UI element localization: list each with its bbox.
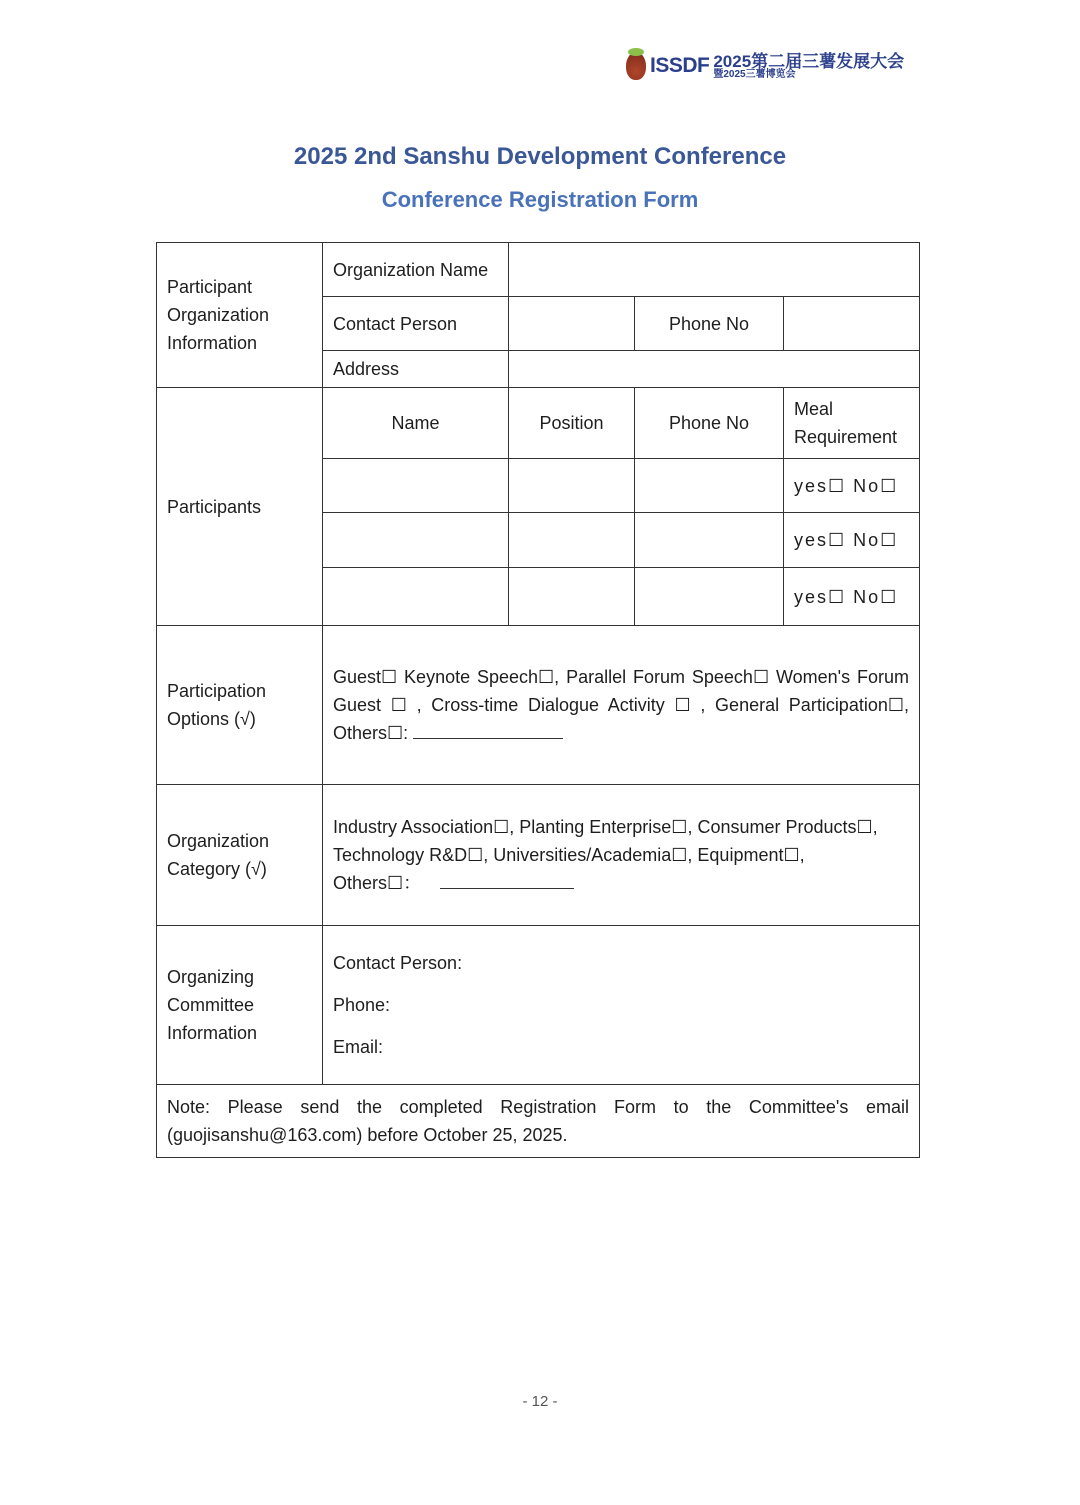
- participation-options-cell[interactable]: [323, 626, 920, 785]
- participant-name-field[interactable]: [323, 459, 509, 513]
- meal-checkbox-group[interactable]: yes☐ No☐: [784, 568, 920, 626]
- header-name: Name: [323, 388, 509, 459]
- meal-checkbox-group[interactable]: yes☐ No☐: [784, 513, 920, 568]
- phone-no-label: Phone No: [635, 297, 784, 351]
- page-title: 2025 2nd Sanshu Development Conference: [293, 143, 787, 170]
- org-name-label: Organization Name: [323, 243, 509, 297]
- committee-phone: Phone:: [333, 995, 391, 1015]
- category-line[interactable]: Technology R&D☐, Universities/Academia☐, Equipment☐,: [333, 845, 805, 865]
- conference-logo: [626, 52, 904, 80]
- category-line[interactable]: Industry Association☐, Planting Enterprise☐, Consumer Products☐,: [333, 817, 878, 837]
- participant-phone-field[interactable]: [635, 513, 784, 568]
- committee-info-cell: [323, 926, 920, 1085]
- participant-position-field[interactable]: [509, 568, 635, 626]
- participant-name-field[interactable]: [323, 568, 509, 626]
- logo-text: ISSDF: [650, 54, 710, 77]
- org-name-field[interactable]: [509, 243, 920, 297]
- page-subtitle: Conference Registration Form: [381, 187, 699, 212]
- org-category-label: Organization Category (√): [157, 785, 323, 926]
- participation-options-label: Participation Options (√): [157, 626, 323, 785]
- contact-person-label: Contact Person: [323, 297, 509, 351]
- header-position: Position: [509, 388, 635, 459]
- contact-person-field[interactable]: [509, 297, 635, 351]
- participant-phone-field[interactable]: [635, 459, 784, 513]
- header-meal: Meal Requirement: [784, 388, 920, 459]
- participant-position-field[interactable]: [509, 459, 635, 513]
- logo-mark-icon: [626, 52, 646, 80]
- org-category-cell[interactable]: [323, 785, 920, 926]
- logo-cn-line2: 暨2025三薯博览会: [713, 68, 796, 80]
- meal-checkbox-group[interactable]: yes☐ No☐: [784, 459, 920, 513]
- participant-position-field[interactable]: [509, 513, 635, 568]
- others-blank[interactable]: [413, 720, 563, 739]
- category-line[interactable]: Others☐：: [333, 873, 422, 893]
- registration-form-table: [156, 242, 920, 1158]
- org-info-label: Participant Organization Information: [157, 243, 323, 388]
- logo-cn-line1: 2025第二届三薯发展大会: [713, 51, 905, 71]
- page-number: - 12 -: [522, 1393, 558, 1410]
- participant-phone-field[interactable]: [635, 568, 784, 626]
- phone-no-field[interactable]: [784, 297, 920, 351]
- address-field[interactable]: [509, 351, 920, 388]
- category-others-blank[interactable]: [440, 870, 574, 889]
- header-phone: Phone No: [635, 388, 784, 459]
- participants-label: Participants: [157, 388, 323, 626]
- committee-contact: Contact Person:: [333, 953, 463, 973]
- committee-info-label: Organizing Committee Information: [157, 926, 323, 1085]
- participation-options-text[interactable]: Guest☐ Keynote Speech☐, Parallel Forum Speech☐ Women's Forum Guest ☐ , Cross-time Dialogue Activity ☐ , General Participation☐, Others☐:: [333, 667, 909, 743]
- committee-email: Email:: [333, 1037, 384, 1057]
- note: Note: Please send the completed Registration Form to the Committee's email (guojisanshu@163.com) before October 25, 2025.: [157, 1085, 920, 1158]
- participant-name-field[interactable]: [323, 513, 509, 568]
- address-label: Address: [323, 351, 509, 388]
